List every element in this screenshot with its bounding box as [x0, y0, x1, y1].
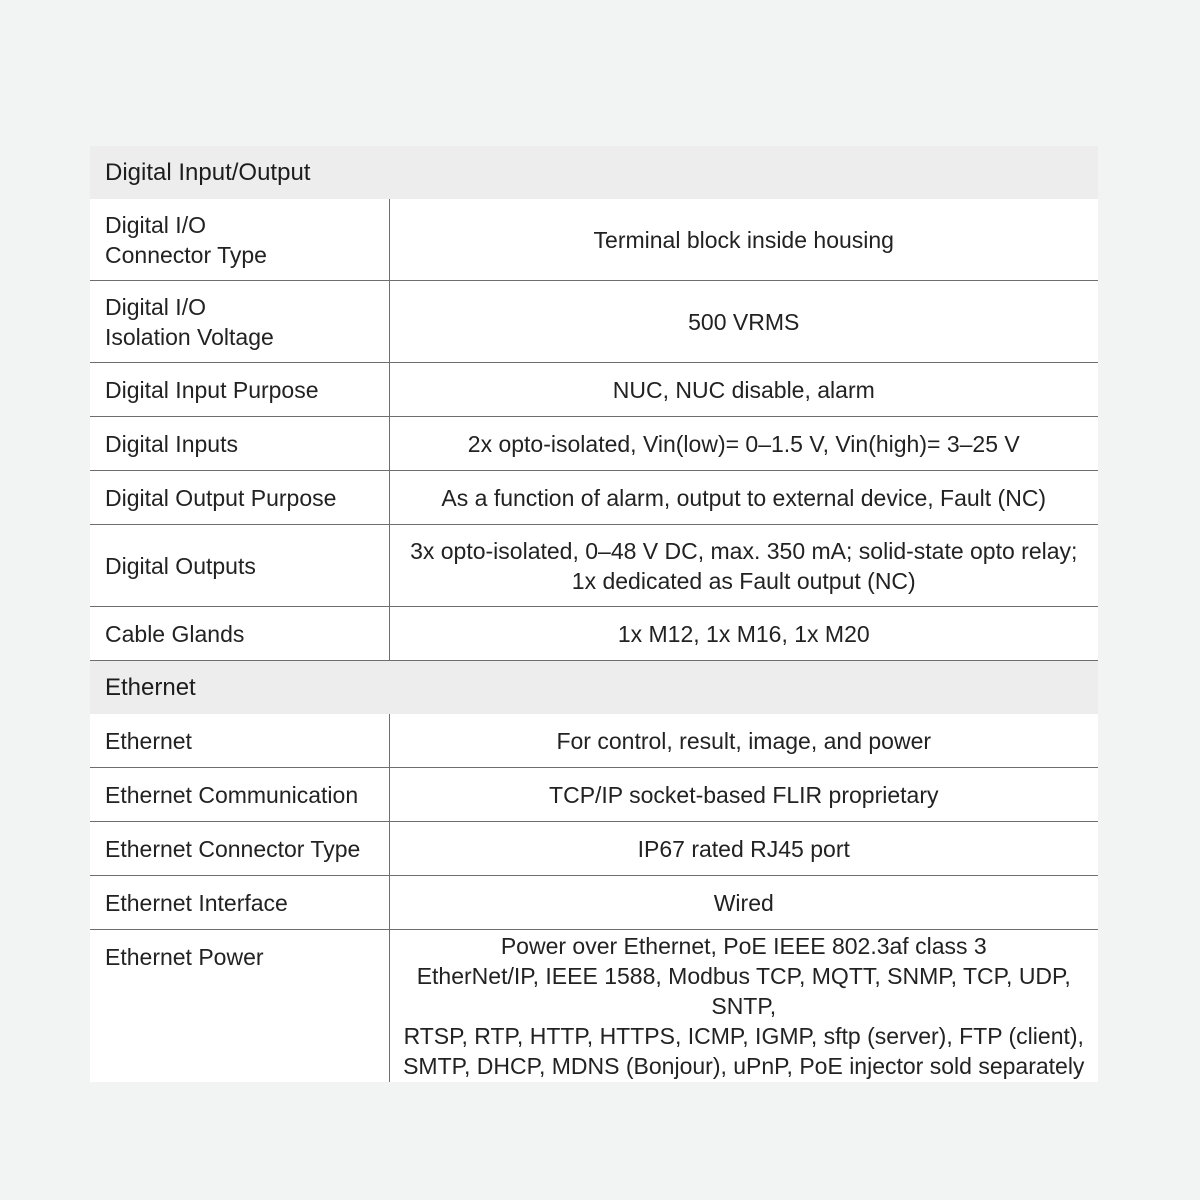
row-label: Ethernet Power: [90, 930, 389, 1083]
row-label: Ethernet Interface: [90, 876, 389, 930]
table-row: [90, 363, 1098, 417]
row-value: TCP/IP socket-based FLIR proprietary: [389, 768, 1098, 822]
table-row: [90, 525, 1098, 607]
row-label: Digital I/O Isolation Voltage: [90, 281, 389, 363]
row-value: 2x opto-isolated, Vin(low)= 0–1.5 V, Vin(high)= 3–25 V: [389, 417, 1098, 471]
row-value: 1x M12, 1x M16, 1x M20: [389, 607, 1098, 661]
row-label: Ethernet Communication: [90, 768, 389, 822]
table-row: [90, 471, 1098, 525]
section-title: Digital Input/Output: [90, 146, 1098, 199]
section-header-digital-io: [90, 146, 1098, 199]
row-value: 3x opto-isolated, 0–48 V DC, max. 350 mA; solid-state opto relay; 1x dedicated as Fault output (NC): [389, 525, 1098, 607]
row-value: Wired: [389, 876, 1098, 930]
row-label: Ethernet Connector Type: [90, 822, 389, 876]
table-row: [90, 417, 1098, 471]
row-value: Power over Ethernet, PoE IEEE 802.3af class 3 EtherNet/IP, IEEE 1588, Modbus TCP, MQTT, SNMP, TCP, UDP, SNTP, RTSP, RTP, HTTP, HTTPS, ICMP, IGMP, sftp (server), FTP (client), SMTP, DHCP, MDNS (Bonjour), uPnP, PoE injector sold separately: [403, 933, 1085, 1079]
table-row: [90, 768, 1098, 822]
row-value: NUC, NUC disable, alarm: [389, 363, 1098, 417]
row-value: IP67 rated RJ45 port: [389, 822, 1098, 876]
row-label: Digital Output Purpose: [90, 471, 389, 525]
row-label: Cable Glands: [90, 607, 389, 661]
table-row: [90, 876, 1098, 930]
table-row: [90, 930, 1098, 1083]
row-label: Digital Inputs: [90, 417, 389, 471]
row-value: For control, result, image, and power: [389, 714, 1098, 768]
table-row: [90, 822, 1098, 876]
table-row: [90, 199, 1098, 281]
table-row: [90, 607, 1098, 661]
table-row: [90, 281, 1098, 363]
section-title: Ethernet: [90, 661, 1098, 715]
row-value: As a function of alarm, output to external device, Fault (NC): [389, 471, 1098, 525]
row-label: Ethernet: [90, 714, 389, 768]
row-label: Digital Input Purpose: [90, 363, 389, 417]
spec-table: [90, 146, 1098, 1082]
row-label: Digital I/O Connector Type: [90, 199, 389, 281]
section-header-ethernet: [90, 661, 1098, 715]
row-value: 500 VRMS: [389, 281, 1098, 363]
table-row: [90, 714, 1098, 768]
row-label: Digital Outputs: [90, 525, 389, 607]
row-value: Terminal block inside housing: [389, 199, 1098, 281]
